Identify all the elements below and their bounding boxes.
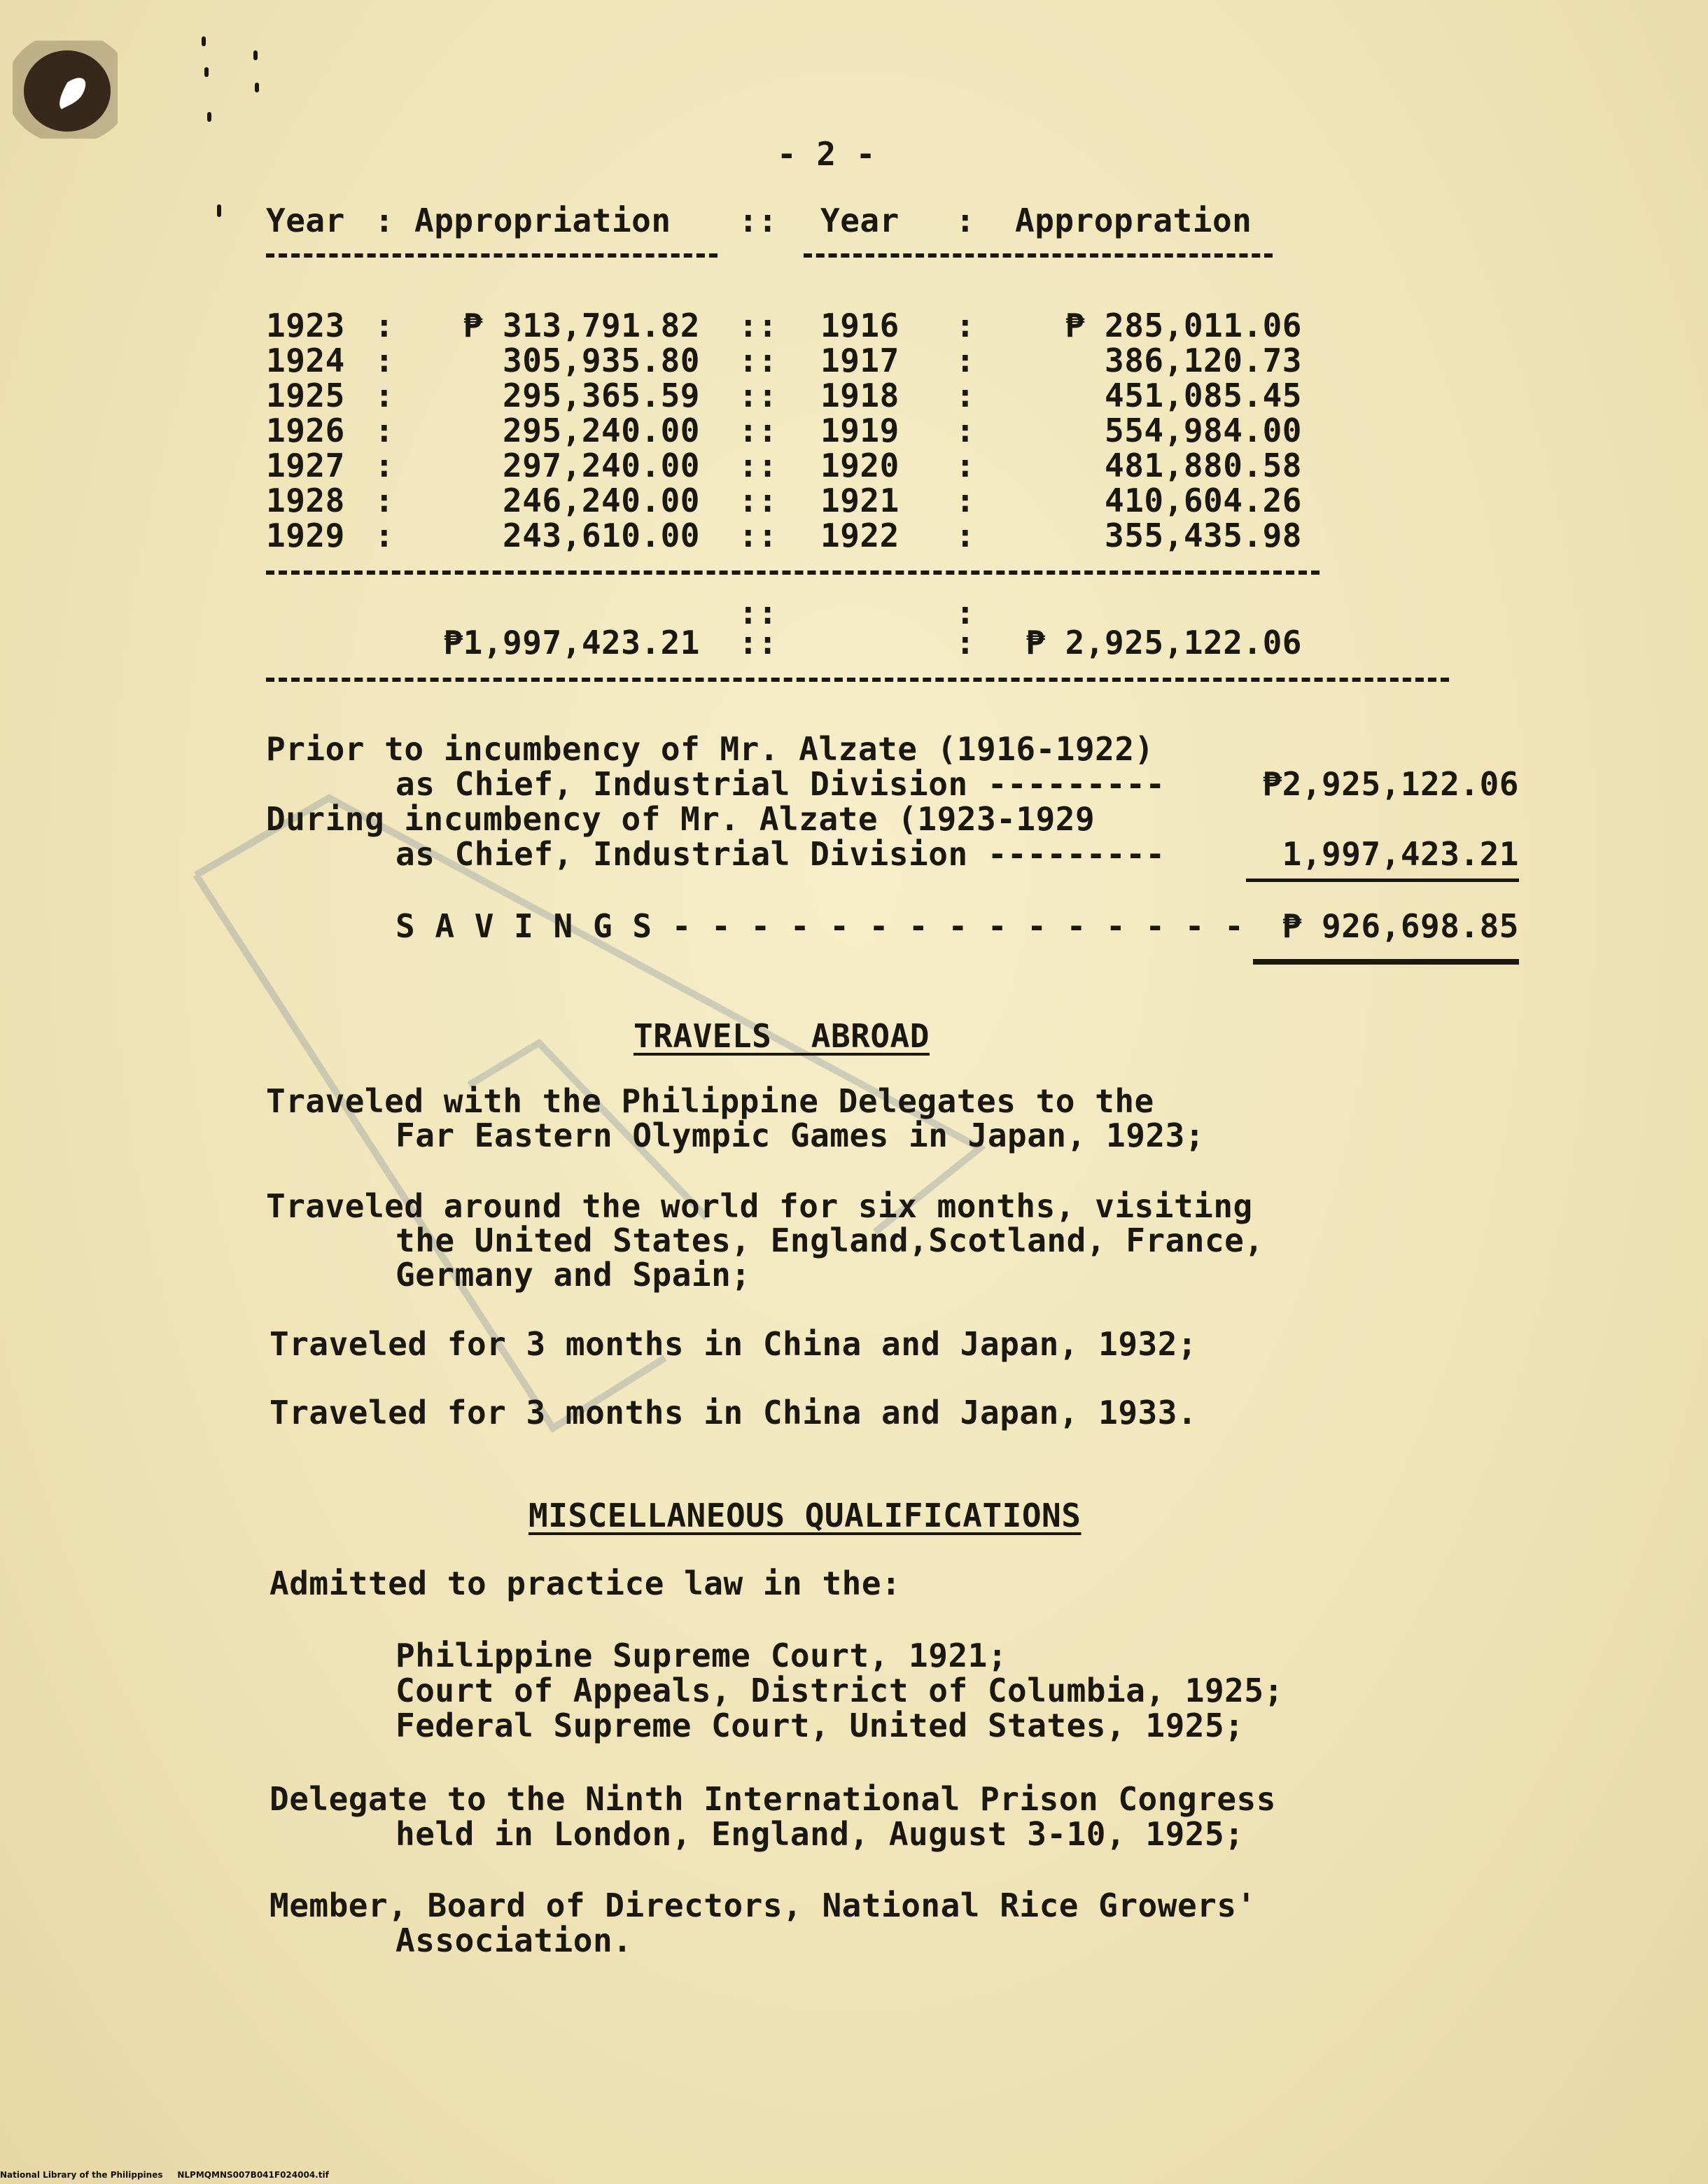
column-separator: :	[374, 482, 394, 519]
column-separator: :	[374, 447, 394, 484]
court-1: Philippine Supreme Court, 1921;	[396, 1637, 1008, 1674]
travel-item-2-line-2: the United States, England,Scotland, France,	[396, 1222, 1264, 1259]
row-year-left: 1928	[266, 482, 345, 519]
row-year-right: 1922	[820, 517, 899, 554]
column-separator: :	[955, 447, 975, 484]
header-appropriation-right: Appropration	[1015, 202, 1252, 239]
column-separator: :	[374, 307, 394, 344]
travel-item-1-line-2: Far Eastern Olympic Games in Japan, 1923;	[396, 1116, 1205, 1154]
column-separator: :	[374, 202, 394, 239]
column-separator: :	[955, 624, 975, 662]
column-separator: :	[374, 517, 394, 554]
row-year-right: 1917	[820, 342, 899, 379]
header-rule-right	[804, 253, 1273, 258]
prior-amount: ₱2,925,122.06	[1262, 765, 1519, 803]
row-year-left: 1925	[266, 377, 345, 414]
double-separator: ::	[738, 594, 778, 631]
column-separator: :	[374, 377, 394, 414]
row-year-left: 1923	[266, 307, 345, 344]
double-separator: ::	[738, 412, 778, 449]
prior-line-1: Prior to incumbency of Mr. Alzate (1916-1922)	[266, 730, 1154, 768]
row-appropriation-right: 451,085.45	[1105, 377, 1302, 414]
court-3: Federal Supreme Court, United States, 1925;	[396, 1707, 1245, 1744]
double-separator: ::	[738, 202, 778, 239]
double-separator: ::	[738, 342, 778, 379]
column-separator: :	[955, 307, 975, 344]
member-line-1: Member, Board of Directors, National Rice Growers'	[270, 1886, 1256, 1924]
archive-caption: National Library of the Philippines NLPMQMNS007B041F024004.tif	[0, 2170, 329, 2180]
travel-item-1-line-1: Traveled with the Philippine Delegates to the	[266, 1082, 1154, 1120]
double-separator: ::	[738, 377, 778, 414]
header-year-left: Year	[266, 202, 345, 239]
row-year-left: 1924	[266, 342, 345, 379]
double-separator: ::	[738, 624, 778, 662]
row-appropriation-right: 410,604.26	[1105, 482, 1302, 519]
column-separator: :	[374, 412, 394, 449]
column-separator: :	[374, 342, 394, 379]
page-number: - 2 -	[777, 135, 876, 173]
row-year-right: 1919	[820, 412, 899, 449]
during-line-1: During incumbency of Mr. Alzate (1923-1929	[266, 800, 1096, 838]
row-appropriation-left: 295,240.00	[503, 412, 700, 449]
table-rule	[266, 570, 1320, 575]
row-appropriation-left: 246,240.00	[503, 482, 700, 519]
row-appropriation-left: 243,610.00	[503, 517, 700, 554]
double-separator: ::	[738, 447, 778, 484]
row-year-left: 1927	[266, 447, 345, 484]
during-amount-underline	[1246, 878, 1519, 882]
punch-hole	[13, 41, 118, 139]
travel-item-2-line-3: Germany and Spain;	[396, 1256, 751, 1294]
column-separator: :	[955, 482, 975, 519]
travel-item-4: Traveled for 3 months in China and Japan, 1933.	[270, 1394, 1198, 1432]
delegate-line-2: held in London, England, August 3-10, 1925;	[396, 1815, 1245, 1853]
row-year-right: 1920	[820, 447, 899, 484]
row-appropriation-right: ₱ 285,011.06	[1065, 307, 1302, 344]
double-separator: ::	[738, 307, 778, 344]
row-year-right: 1921	[820, 482, 899, 519]
delegate-line-1: Delegate to the Ninth International Prison Congress	[270, 1780, 1276, 1818]
member-line-2: Association.	[396, 1921, 633, 1959]
row-appropriation-right: 481,880.58	[1105, 447, 1302, 484]
total-left: ₱1,997,423.21	[443, 624, 700, 662]
row-year-right: 1916	[820, 307, 899, 344]
during-line-2: as Chief, Industrial Division ---------	[396, 835, 1166, 873]
column-separator: :	[955, 377, 975, 414]
row-year-left: 1926	[266, 412, 345, 449]
column-separator: :	[955, 517, 975, 554]
row-year-right: 1918	[820, 377, 899, 414]
header-year-right: Year	[820, 202, 899, 239]
header-rule-left	[266, 253, 718, 258]
court-2: Court of Appeals, District of Columbia, 1925;	[396, 1672, 1284, 1709]
row-appropriation-left: 295,365.59	[503, 377, 700, 414]
row-appropriation-right: 355,435.98	[1105, 517, 1302, 554]
row-appropriation-left: ₱ 313,791.82	[463, 307, 700, 344]
prior-line-2: as Chief, Industrial Division ---------	[396, 765, 1166, 803]
double-separator: ::	[738, 482, 778, 519]
column-separator: :	[955, 342, 975, 379]
row-appropriation-left: 305,935.80	[503, 342, 700, 379]
header-appropriation-left: Appropriation	[414, 202, 671, 239]
column-separator: :	[955, 594, 975, 631]
row-appropriation-left: 297,240.00	[503, 447, 700, 484]
total-right: ₱ 2,925,122.06	[1026, 624, 1302, 662]
row-year-left: 1929	[266, 517, 345, 554]
savings-underline	[1253, 959, 1519, 965]
travels-heading: TRAVELS ABROAD	[634, 1017, 930, 1055]
travel-item-3: Traveled for 3 months in China and Japan, 1932;	[270, 1325, 1198, 1363]
travel-item-2-line-1: Traveled around the world for six months, visiting	[266, 1187, 1253, 1225]
row-appropriation-right: 554,984.00	[1105, 412, 1302, 449]
column-separator: :	[955, 412, 975, 449]
row-appropriation-right: 386,120.73	[1105, 342, 1302, 379]
savings-amount: ₱ 926,698.85	[1282, 907, 1519, 945]
double-separator: ::	[738, 517, 778, 554]
during-amount: 1,997,423.21	[1282, 835, 1519, 873]
misc-heading: MISCELLANEOUS QUALIFICATIONS	[528, 1497, 1082, 1534]
admitted-intro: Admitted to practice law in the:	[270, 1564, 902, 1602]
column-separator: :	[955, 202, 975, 239]
savings-label: S A V I N G S - - - - - - - - - - - - - - -	[396, 907, 1245, 945]
total-rule	[266, 678, 1449, 682]
